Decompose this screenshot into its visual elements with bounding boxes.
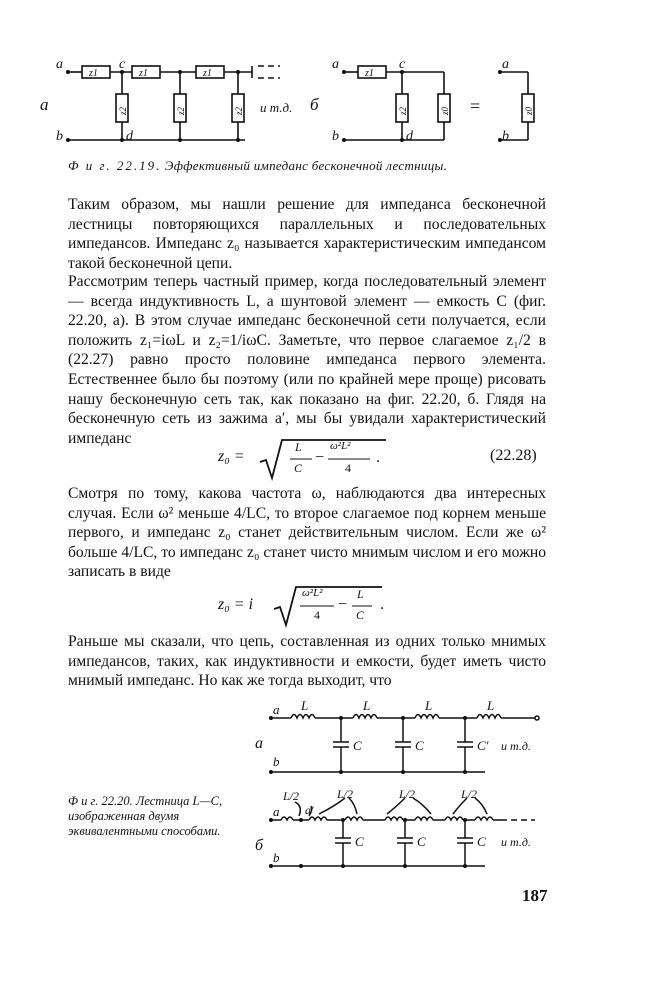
fig19-etc: и т.д. [260,100,293,115]
fig19-node-a: a [502,57,509,72]
fig19-caption-label: Ф и г. 22.19. [68,158,162,173]
fig20-L2: L/2 [399,787,416,801]
eq2-den2: C [356,608,365,622]
paragraph-4 [68,632,546,691]
fig20-C: C [353,738,362,753]
fig19-caption-text: Эффективный импеданс бесконечной лестницы. [164,158,448,173]
eq1-num2: ω²L² [330,440,351,452]
equation-number: (22.28) [490,447,537,464]
figure-22-20 [245,698,555,868]
fig20-L: L [301,698,309,713]
eq1-den2: 4 [345,461,351,475]
fig19-node-d: d [126,129,133,144]
fig19-node-d: d [406,129,413,144]
fig20-L: L [487,698,495,713]
fig20-L2: L/2 [461,787,478,801]
fig19-node-b: b [332,129,339,144]
paragraph-2-text: Рассмотрим теперь частный пример, когда последовательный элемент — всегда индуктивность L, а шунтовой элемент — емкость C (фиг. 22.20, а). В этом случае импеданс бесконечной сети получается, если положить z₁=iωL и z₂=1/iωC. Заметьте, что первое слагаемое z₁/2 в (22.27) равно просто половине импеданса первого элемента. Естественнее было бы поэтому (или по крайней мере проще) рисовать нашу бесконечную сеть так, как показано на фиг. 22.20, б. Глядя на бесконечную сеть из зажима a′, мы бы увидали характеристический импеданс [68,273,546,447]
eq2-lhs: z₀ = i [218,596,254,613]
eq2-tail: . [380,596,384,613]
figure-22-19 [40,52,560,152]
fig19-z0-label: z0 [440,106,450,115]
paragraph-2 [68,272,546,448]
equation-22-28 [218,436,398,482]
eq1-den1: C [294,461,303,475]
fig19-z0-label: z0 [524,106,534,115]
paragraph-1 [68,195,546,273]
eq1-lhs: z₀ = [218,448,245,465]
sqrt-sign [272,583,392,629]
fig20-Cprime: C′ [477,738,489,753]
fig20-etc: и т.д. [501,835,531,849]
fig19-node-b: b [56,129,63,144]
fig20-L2: L/2 [283,789,300,803]
fig20-C: C [415,738,424,753]
fig19-z1-label: z1 [89,68,98,79]
eq1-minus: − [315,449,325,466]
fig20-etc: и т.д. [501,739,531,753]
eq2-den1: 4 [314,608,320,622]
paragraph-3-text: Смотря по тому, какова частота ω, наблюдаются два интересных случая. Если ω² меньше 4/LC, то второе слагаемое под корнем меньше первого, и импеданс z₀ станет действительным числом. Если же ω² больше 4/LC, то импеданс z₀ станет чисто мнимым числом и его можно записать в виде [68,485,546,581]
fig20-L2: L/2 [337,787,354,801]
fig20-node-a: a [273,804,280,819]
fig19-node-b: b [502,129,509,144]
fig20-node-b: b [273,754,280,769]
eq1-tail: . [376,449,380,466]
fig19-node-a: a [332,57,339,72]
fig19-part-b: б [310,95,319,114]
fig20-part-a: а [255,735,263,752]
fig19-z2-label: z2 [234,106,244,115]
fig20-C: C [355,834,364,849]
eq1-num1: L [295,440,302,454]
fig20-L: L [363,698,371,713]
fig19-z2-label: z2 [176,106,186,115]
fig20-part-b: б [255,837,264,854]
fig19-z2-label: z2 [118,106,128,115]
fig19-part-a: а [40,95,49,114]
page-number: 187 [522,886,548,905]
fig19-node-c: c [119,57,126,72]
paragraph-1-text: Таким образом, мы нашли решение для импеданса бесконечной лестницы повторяющихся параллельных и последовательных импедансов. Импеданс z₀ называется характеристическим импедансом такой бесконечной цепи. [68,196,546,272]
fig19-z2-label: z2 [398,106,408,115]
fig20-node-aprime: a′ [305,803,314,817]
fig19-node-a: a [56,57,63,72]
fig19-z1-label: z1 [203,68,212,79]
fig20-caption: Ф и г. 22.20. Лестница L—C, изображенная двумя эквивалентными способами. [68,794,223,838]
fig20-C: C [417,834,426,849]
fig20-C: C [477,834,486,849]
fig20-node-b: b [273,850,280,865]
eq2-minus: − [338,596,348,613]
eq2-num2: L [357,587,364,601]
fig19-z1-label: z1 [139,68,148,79]
equation-imaginary [218,583,398,629]
fig19-equals: = [470,96,481,116]
fig20-node-a: a [273,702,280,717]
paragraph-4-text: Раньше мы сказали, что цепь, составленная из одних только мнимых импедансов, таких, как индуктивности и емкости, будет иметь чисто мнимый импеданс. Но как же тогда выходит, что [68,633,546,690]
eq2-num1: ω²L² [302,587,323,599]
fig19-z1-label: z1 [365,68,374,79]
paragraph-3 [68,484,546,582]
fig20-L: L [425,698,433,713]
fig19-node-c: c [399,57,406,72]
fig19-caption [68,158,447,174]
